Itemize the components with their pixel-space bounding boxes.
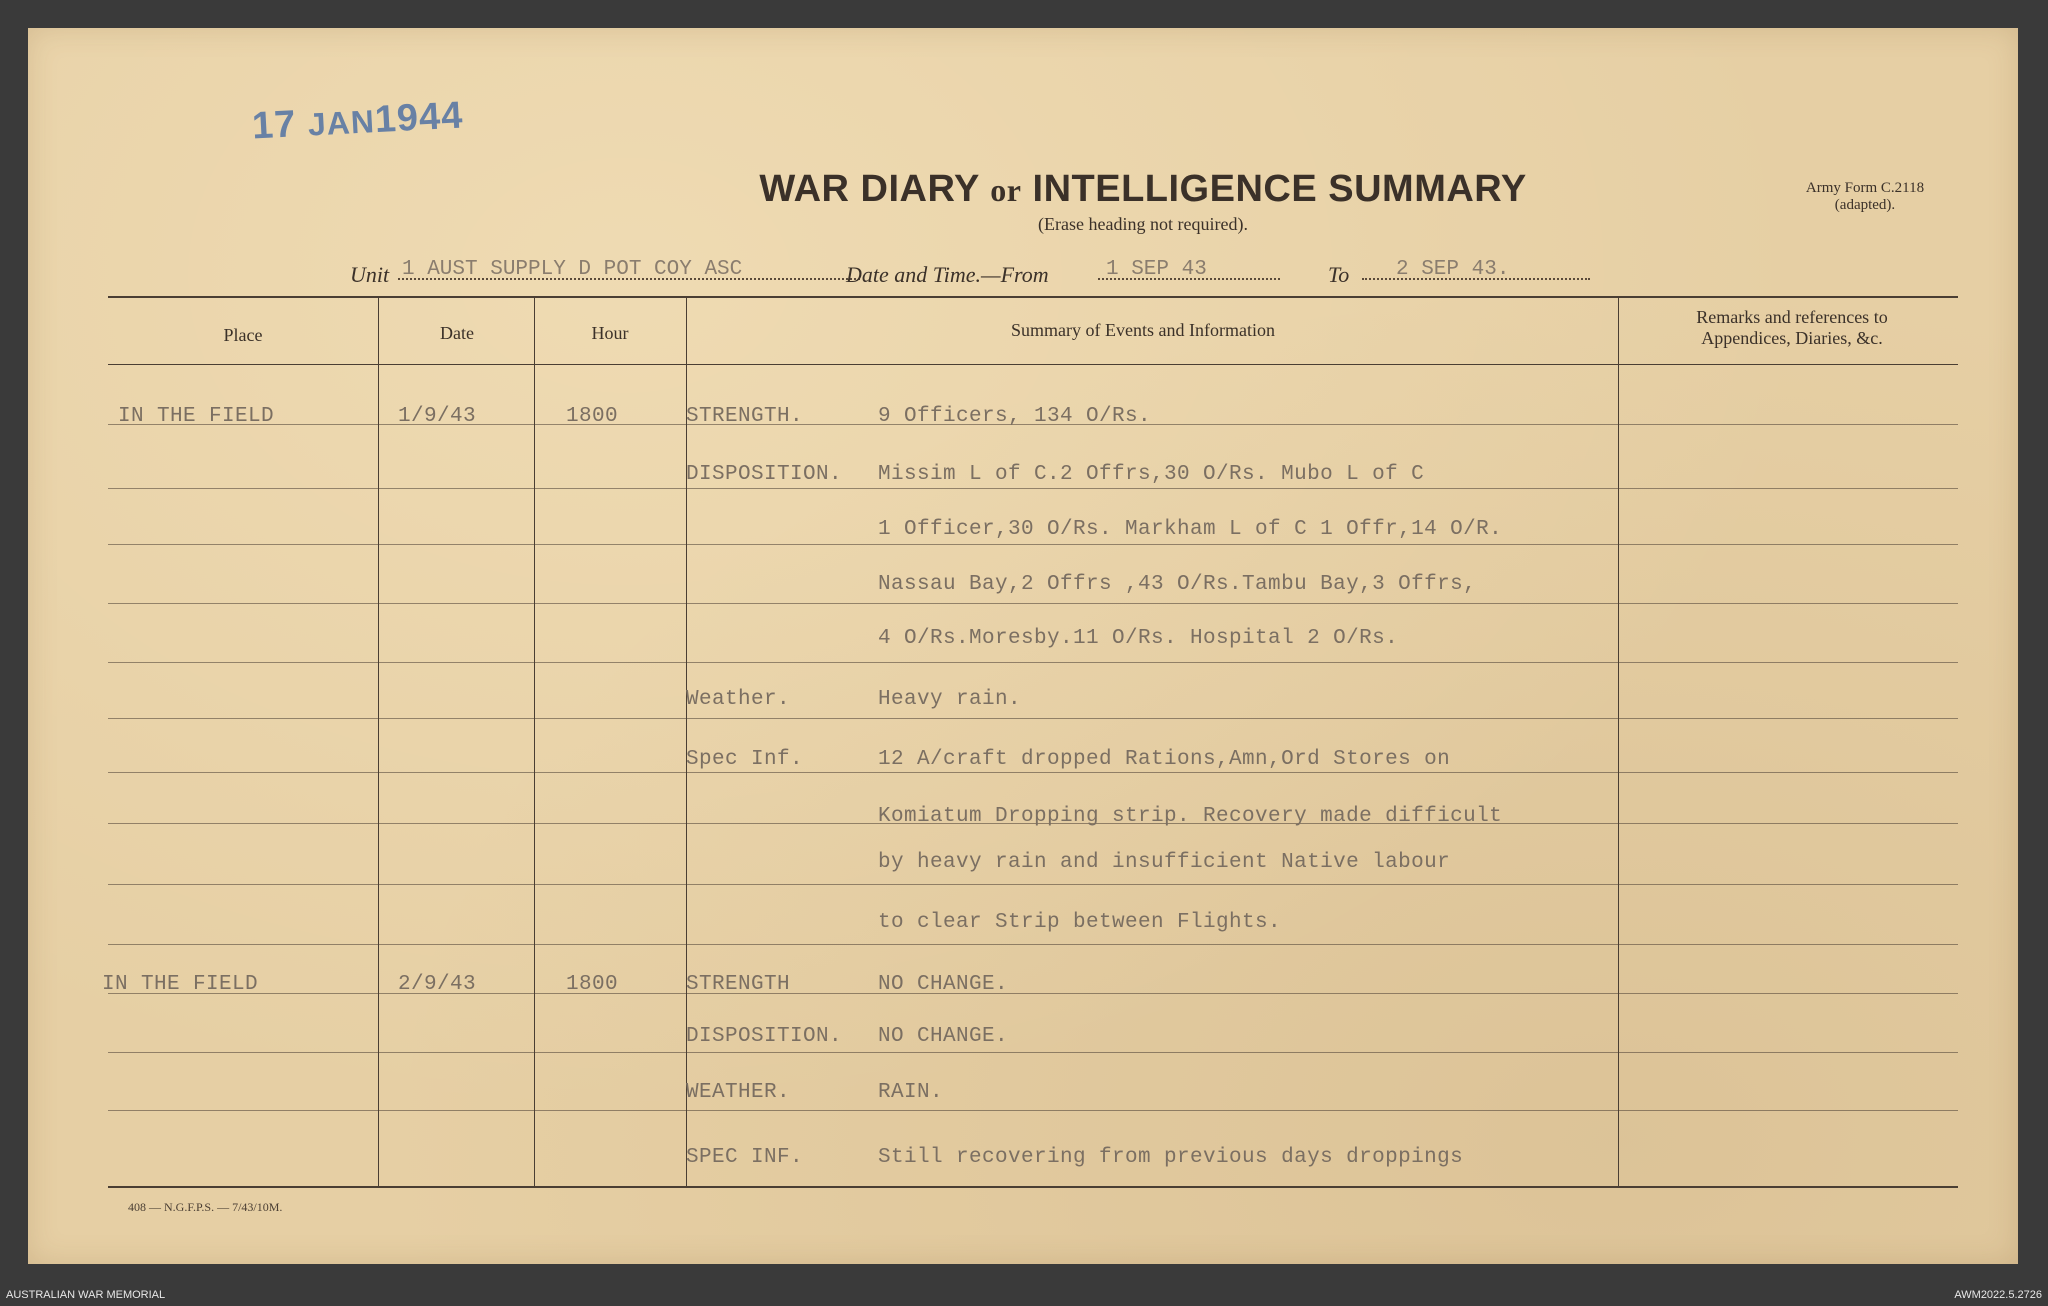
remarks-header-line1: Remarks and references to xyxy=(1696,307,1888,327)
remarks-header-line2: Appendices, Diaries, &c. xyxy=(1701,328,1883,348)
to-label: To xyxy=(1328,262,1350,287)
entry-text: to clear Strip between Flights. xyxy=(878,911,1282,934)
row-rule xyxy=(108,1110,1958,1111)
entry-text: 9 Officers, 134 O/Rs. xyxy=(878,405,1152,428)
column-rule xyxy=(378,296,379,1186)
column-header-hour: Hour xyxy=(591,323,629,343)
title-intelligence-summary: INTELLIGENCE SUMMARY xyxy=(1032,168,1527,210)
row-rule xyxy=(108,603,1958,604)
army-form-number xyxy=(1790,180,1940,214)
title-war-diary: WAR DIARY xyxy=(759,168,980,210)
unit-label: Unit xyxy=(350,262,390,287)
entry-hour: 1800 xyxy=(566,973,619,996)
entry-label: Weather. xyxy=(686,688,791,711)
column-header-remarks xyxy=(1618,307,1966,349)
entry-text: Heavy rain. xyxy=(878,688,1022,711)
entry-text: 1 Officer,30 O/Rs. Markham L of C 1 Offr,14 O/R. xyxy=(878,518,1503,541)
entry-text: Nassau Bay,2 Offrs ,43 O/Rs.Tambu Bay,3 Offrs, xyxy=(878,573,1477,596)
row-rule xyxy=(108,1052,1958,1053)
unit-date-line xyxy=(350,258,1590,288)
row-rule xyxy=(108,772,1958,773)
column-header-summary: Summary of Events and Information xyxy=(1011,320,1275,340)
row-rule xyxy=(108,544,1958,545)
header-bottom-rule xyxy=(108,364,1958,365)
entry-text: 12 A/craft dropped Rations,Amn,Ord Stores on xyxy=(878,748,1451,771)
stamp-day: 17 xyxy=(251,103,298,148)
army-form-line2: (adapted). xyxy=(1834,197,1896,213)
entry-label: DISPOSITION. xyxy=(686,463,843,486)
entry-place: IN THE FIELD xyxy=(102,973,259,996)
entry-text: 4 O/Rs.Moresby.11 O/Rs. Hospital 2 O/Rs. xyxy=(878,627,1399,650)
entry-label: Spec Inf. xyxy=(686,748,804,771)
row-rule xyxy=(108,944,1958,945)
title-or: or xyxy=(990,172,1022,208)
row-rule xyxy=(108,993,1958,994)
unit-value: 1 AUST SUPPLY D POT COY ASC xyxy=(402,258,743,281)
entry-text: by heavy rain and insufficient Native labour xyxy=(878,851,1451,874)
column-rule xyxy=(534,296,535,1186)
entry-text: NO CHANGE. xyxy=(878,1025,1009,1048)
row-rule xyxy=(108,884,1958,885)
page-title xyxy=(0,168,2048,211)
entry-text: Komiatum Dropping strip. Recovery made difficult xyxy=(878,805,1503,828)
entry-hour: 1800 xyxy=(566,405,619,428)
row-rule xyxy=(108,718,1958,719)
entry-label: SPEC INF. xyxy=(686,1146,804,1169)
form-print-code: 408 — N.G.F.P.S. — 7/43/10M. xyxy=(128,1200,283,1214)
row-rule xyxy=(108,662,1958,663)
army-form-line1: Army Form C.2118 xyxy=(1805,180,1925,196)
column-header-date: Date xyxy=(440,323,474,343)
archive-reference: AWM2022.5.2726 xyxy=(1954,1289,2042,1301)
archive-credit: AUSTRALIAN WAR MEMORIAL xyxy=(6,1289,166,1301)
entry-date: 2/9/43 xyxy=(398,973,477,996)
entry-text: Still recovering from previous days droppings xyxy=(878,1146,1464,1169)
entry-text: NO CHANGE. xyxy=(878,973,1009,996)
from-value: 1 SEP 43 xyxy=(1106,258,1207,281)
entry-place: IN THE FIELD xyxy=(118,405,275,428)
date-time-from-label: Date and Time.—From xyxy=(846,262,1049,287)
page-subtitle: (Erase heading not required). xyxy=(1038,214,1248,234)
entry-label: STRENGTH xyxy=(686,973,791,996)
column-rule xyxy=(686,296,687,1186)
row-rule xyxy=(108,488,1958,489)
table-top-rule xyxy=(108,296,1958,298)
entry-label: STRENGTH. xyxy=(686,405,804,428)
table-bottom-rule xyxy=(108,1186,1958,1188)
entry-text: RAIN. xyxy=(878,1081,944,1104)
entry-date: 1/9/43 xyxy=(398,405,477,428)
entry-text: Missim L of C.2 Offrs,30 O/Rs. Mubo L of C xyxy=(878,463,1425,486)
stamp-month: JAN xyxy=(306,103,376,143)
to-value: 2 SEP 43. xyxy=(1396,258,1510,281)
entry-label: DISPOSITION. xyxy=(686,1025,843,1048)
column-rule xyxy=(1618,296,1619,1186)
column-header-place: Place xyxy=(223,325,263,345)
stamp-year: 1944 xyxy=(373,94,465,142)
entry-label: WEATHER. xyxy=(686,1081,791,1104)
